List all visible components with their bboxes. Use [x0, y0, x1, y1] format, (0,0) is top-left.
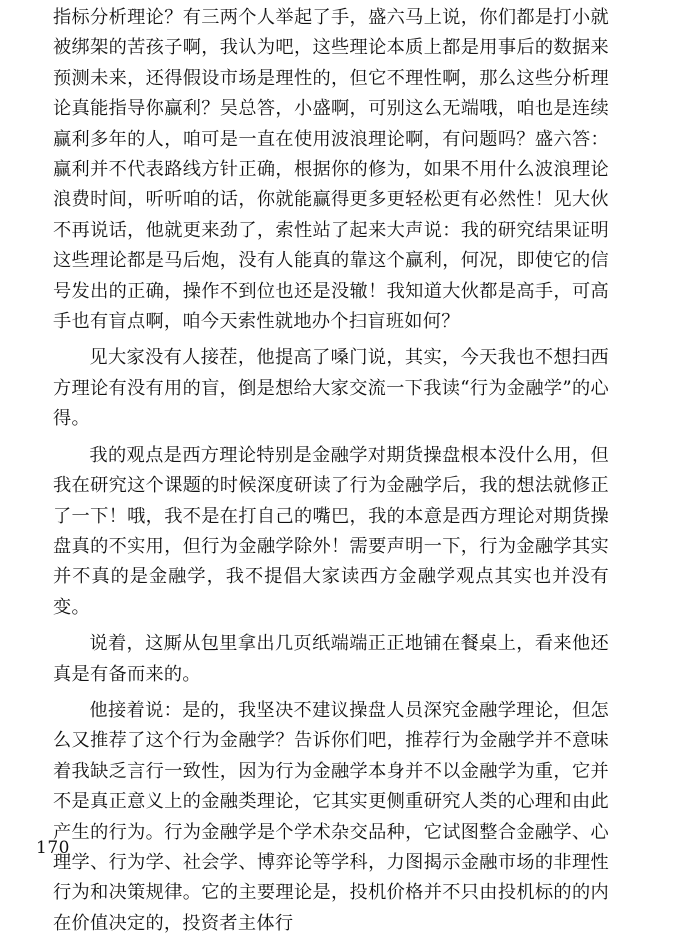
paragraph-1: 指标分析理论？有三两个人举起了手，盛六马上说，你们都是打小就被绑架的苦孩子啊，我认为吧，这些理论本质上都是用事后的数据来预测未来，还得假设市场是理性的，但它不理性啊，那么这些分析理论真能指导你赢利？吴总答，小盛啊，可别这么无端哦，咱也是连续赢利多年的人，咱可是一直在使用波浪理论啊，有问题吗？盛六答：赢利并不代表路线方针正确，根据你的修为，如果不用什么波浪理论浪费时间，听听咱的话，你就能赢得更多更轻松更有必然性！见大伙不再说话，他就更来劲了，索性站了起来大声说：我的研究结果证明这些理论都是马后炮，没有人能真的靠这个赢利，何况，即使它的信号发出的正确，操作不到位也还是没辙！我知道大伙都是高手，可高手也有盲点啊，咱今天索性就地办个扫盲班如何？: [53, 7, 609, 333]
paragraph-5: 他接着说：是的，我坚决不建议操盘人员深究金融学理论，但怎么又推荐了这个行为金融学？告诉你们吧，推荐行为金融学并不意味着我缺乏言行一致性，因为行为金融学本身并不以金融学为重，它并不是真正意义上的金融类理论，它其实更侧重研究人类的心理和由此产生的行为。行为金融学是个学术杂交品种，它试图整合金融学、心理学、行为学、社会学、博弈论等学科，力图揭示金融市场的非理性行为和决策规律。它的主要理论是，投机价格并不只由投机标的的内在价值决定的，投资者主体行: [53, 699, 609, 934]
paragraph-4: 说着，这厮从包里拿出几页纸端端正正地铺在餐桌上，看来他还真是有备而来的。: [53, 633, 609, 685]
page-body: [53, 3, 609, 939]
paragraph-2: 见大家没有人接茬，他提高了嗓门说，其实，今天我也不想扫西方理论有没有用的盲，倒是想给大家交流一下我读“行为金融学”的心得。: [53, 347, 609, 430]
page-number: 170: [36, 838, 70, 858]
paragraph-3: 我的观点是西方理论特别是金融学对期货操盘根本没什么用，但我在研究这个课题的时候深度研读了行为金融学后，我的想法就修正了一下！哦，我不是在打自己的嘴巴，我的本意是西方理论对期货操盘真的不实用，但行为金融学除外！需要声明一下，行为金融学其实并不真的是金融学，我不提倡大家读西方金融学观点其实也并没有变。: [53, 444, 609, 618]
